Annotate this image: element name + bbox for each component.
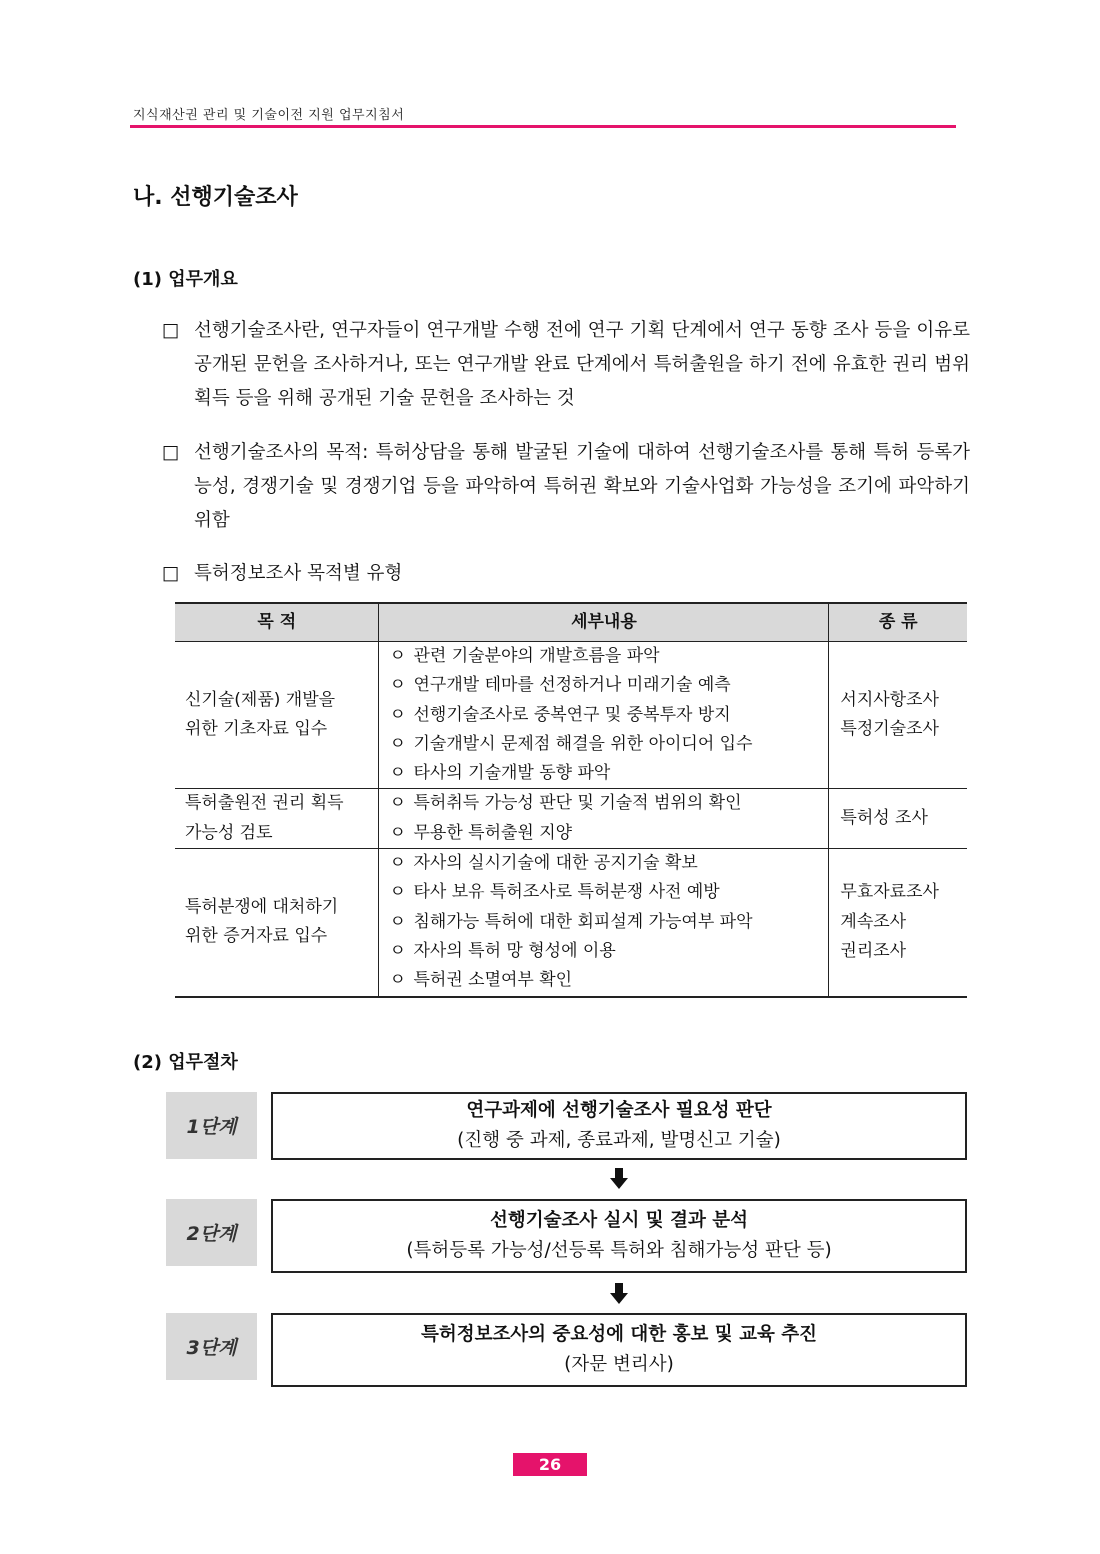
circle-bullet-icon: ㅇ bbox=[389, 793, 406, 814]
circle-bullet-icon: ㅇ bbox=[389, 940, 406, 961]
step-subtitle: (특허등록 가능성/선등록 특허와 침해가능성 판단 등) bbox=[406, 1240, 832, 1261]
circle-bullet-icon: ㅇ bbox=[389, 733, 406, 754]
circle-bullet-icon: ㅇ bbox=[389, 763, 406, 784]
checkbox-square-icon: □ bbox=[162, 563, 180, 584]
procedure-title: (2) 업무절차 bbox=[133, 1052, 238, 1073]
circle-bullet-icon: ㅇ bbox=[389, 704, 406, 725]
step-title: 특허정보조사의 중요성에 대한 홍보 및 교육 추진 bbox=[420, 1324, 818, 1345]
detail-item: ㅇ 관련 기술분야의 개발흐름을 파악 bbox=[389, 642, 828, 671]
detail-item: ㅇ 자사의 특허 망 형성에 이용 bbox=[389, 937, 828, 966]
header-detail: 세부내용 bbox=[379, 603, 829, 642]
detail-cell bbox=[379, 849, 829, 997]
down-arrow-icon bbox=[610, 1283, 628, 1305]
down-arrow-icon bbox=[610, 1168, 628, 1190]
overview-title: (1) 업무개요 bbox=[133, 269, 238, 290]
overview-bullet bbox=[162, 314, 970, 416]
checkbox-square-icon: □ bbox=[162, 442, 180, 463]
detail-item: ㅇ 선행기술조사로 중복연구 및 중복투자 방지 bbox=[389, 701, 828, 730]
detail-item: ㅇ 타사의 기술개발 동향 파악 bbox=[389, 759, 828, 788]
page-number: 26 bbox=[513, 1453, 587, 1476]
detail-cell bbox=[379, 789, 829, 849]
header-purpose: 목 적 bbox=[175, 603, 379, 642]
header-rule bbox=[130, 125, 956, 128]
detail-cell bbox=[379, 642, 829, 789]
step-title: 선행기술조사 실시 및 결과 분석 bbox=[489, 1210, 749, 1231]
table-row bbox=[175, 789, 967, 849]
detail-item: ㅇ 특허취득 가능성 판단 및 기술적 범위의 확인 bbox=[389, 789, 828, 818]
running-header: 지식재산권 관리 및 기술이전 지원 업무지침서 bbox=[133, 108, 405, 123]
type-cell bbox=[829, 789, 967, 849]
type-item: 특허성 조사 bbox=[840, 808, 928, 829]
type-item: 서지사항조사 bbox=[840, 689, 939, 710]
header-type: 종 류 bbox=[829, 603, 967, 642]
table-header-row bbox=[175, 603, 967, 642]
type-item: 무효자료조사 bbox=[840, 882, 939, 903]
step-label: 1단계 bbox=[166, 1092, 257, 1159]
type-item: 계속조사 bbox=[840, 911, 907, 932]
detail-item: ㅇ 연구개발 테마를 선정하거나 미래기술 예측 bbox=[389, 671, 828, 700]
circle-bullet-icon: ㅇ bbox=[389, 970, 406, 991]
type-cell bbox=[829, 642, 967, 789]
purpose-line: 가능성 검토 bbox=[185, 822, 273, 843]
bullet-text: 선행기술조사의 목적: 특허상담을 통해 발굴된 기술에 대하여 선행기술조사를 통해 특허 등록가능성, 경쟁기술 및 경쟁기업 등을 파악하여 특허권 확보와 기술사업화 가능성을 조기에 파악하기 위함 bbox=[194, 442, 970, 531]
table-row bbox=[175, 849, 967, 997]
detail-item: ㅇ 타사 보유 특허조사로 특허분쟁 사전 예방 bbox=[389, 878, 828, 907]
circle-bullet-icon: ㅇ bbox=[389, 822, 406, 843]
bullet-text: 특허정보조사 목적별 유형 bbox=[194, 563, 403, 584]
overview-bullet bbox=[162, 557, 970, 591]
detail-item: ㅇ 기술개발시 문제점 해결을 위한 아이디어 입수 bbox=[389, 730, 828, 759]
purpose-line: 신기술(제품) 개발을 bbox=[185, 689, 336, 710]
step-subtitle: (진행 중 과제, 종료과제, 발명신고 기술) bbox=[457, 1130, 781, 1151]
purpose-cell bbox=[175, 789, 379, 849]
circle-bullet-icon: ㅇ bbox=[389, 882, 406, 903]
circle-bullet-icon: ㅇ bbox=[389, 675, 406, 696]
detail-item: ㅇ 특허권 소멸여부 확인 bbox=[389, 966, 828, 995]
circle-bullet-icon: ㅇ bbox=[389, 911, 406, 932]
step-box bbox=[271, 1092, 967, 1160]
purpose-line: 위한 기초자료 입수 bbox=[185, 719, 328, 740]
step-box bbox=[271, 1313, 967, 1387]
purpose-line: 특허분쟁에 대처하기 bbox=[185, 897, 339, 918]
detail-item: ㅇ 침해가능 특허에 대한 회피설계 가능여부 파악 bbox=[389, 908, 828, 937]
checkbox-square-icon: □ bbox=[162, 320, 180, 341]
overview-bullet bbox=[162, 436, 970, 538]
table-row bbox=[175, 642, 967, 789]
step-box bbox=[271, 1199, 967, 1273]
purpose-line: 위한 증거자료 입수 bbox=[185, 926, 328, 947]
purpose-cell bbox=[175, 849, 379, 997]
detail-item: ㅇ 자사의 실시기술에 대한 공지기술 확보 bbox=[389, 849, 828, 878]
bullet-text: 선행기술조사란, 연구자들이 연구개발 수행 전에 연구 기획 단계에서 연구 동향 조사 등을 이유로 공개된 문헌을 조사하거나, 또는 연구개발 완료 단계에서 특허출원을 하기 전에 유효한 권리 범위 획득 등을 위해 공개된 기술 문헌을 조사하는 것 bbox=[194, 320, 970, 409]
circle-bullet-icon: ㅇ bbox=[389, 853, 406, 874]
step-title: 연구과제에 선행기술조사 필요성 판단 bbox=[466, 1100, 772, 1121]
detail-item: ㅇ 무용한 특허출원 지양 bbox=[389, 819, 828, 848]
section-title: 나. 선행기술조사 bbox=[133, 185, 298, 210]
type-item: 특정기술조사 bbox=[840, 719, 939, 740]
purpose-cell bbox=[175, 642, 379, 789]
purpose-table bbox=[175, 602, 967, 998]
circle-bullet-icon: ㅇ bbox=[389, 646, 406, 666]
step-label: 3단계 bbox=[166, 1313, 257, 1380]
type-cell bbox=[829, 849, 967, 997]
step-subtitle: (자문 변리사) bbox=[564, 1354, 674, 1375]
step-label: 2단계 bbox=[166, 1199, 257, 1266]
purpose-line: 특허출원전 권리 획득 bbox=[185, 793, 344, 814]
type-item: 권리조사 bbox=[840, 940, 907, 961]
